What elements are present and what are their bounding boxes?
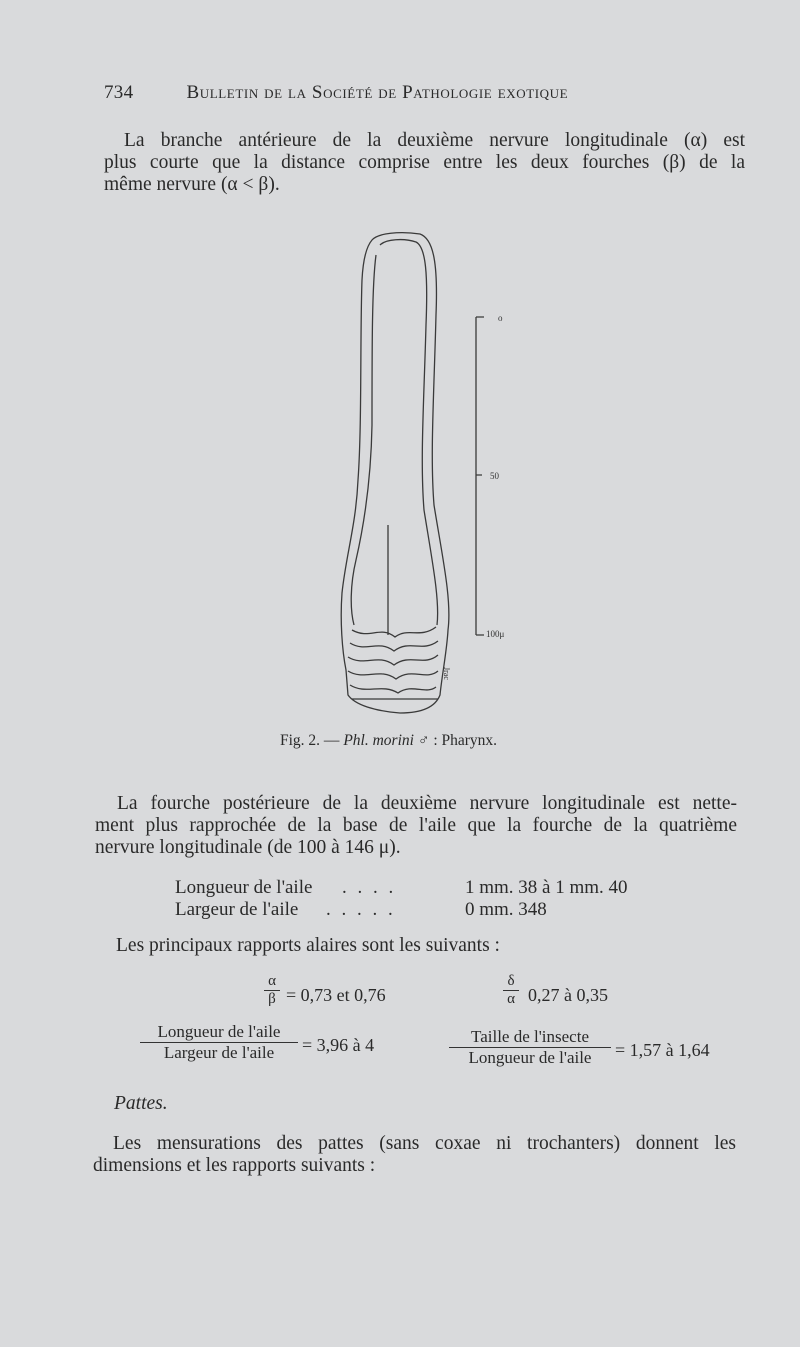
- ratio-numerator: α: [268, 973, 276, 989]
- text-line: ment plus rapprochée de la base de l'aile que la fourche de la quatrième: [95, 815, 737, 836]
- text-line: plus courte que la distance comprise entre les deux fourches (β) de la: [104, 152, 745, 173]
- pharynx-outline: [341, 233, 449, 713]
- ratio-length-width: [140, 1022, 298, 1063]
- measurement-dots: . . . . .: [326, 899, 396, 920]
- caption-suffix: ♂ : Pharynx.: [413, 732, 498, 749]
- scale-label-0: o: [498, 313, 503, 323]
- caption-species: Phl. morini: [343, 732, 414, 749]
- pharynx-ridges: [350, 685, 436, 693]
- text-line: Les mensurations des pattes (sans coxae ni trochanters) donnent les: [113, 1133, 736, 1154]
- paragraph-fork: [95, 793, 737, 859]
- measurement-value: 0 mm. 348: [465, 899, 547, 920]
- ratio-denominator: Largeur de l'aile: [140, 1042, 298, 1063]
- figure-side-label: Jrac: [442, 667, 451, 680]
- pharynx-ridges: [348, 671, 438, 679]
- measurement-dots: . . . .: [342, 877, 397, 898]
- scale-bar: [476, 317, 484, 635]
- ratio-value: 0,27 à 0,35: [528, 985, 608, 1005]
- text-line: même nervure (α < β).: [104, 174, 280, 195]
- figure-caption: [280, 732, 497, 750]
- measurement-label: Largeur de l'aile: [175, 899, 299, 920]
- measurement-label: Longueur de l'aile: [175, 877, 313, 898]
- ratio-denominator: α: [503, 990, 519, 1008]
- ratio-alpha-beta: [264, 973, 280, 1008]
- caption-prefix: Fig. 2. —: [280, 732, 344, 749]
- ratio-value: = 1,57 à 1,64: [615, 1040, 710, 1060]
- paragraph-wing-vein: [104, 130, 745, 196]
- pharynx-ridges: [352, 627, 436, 637]
- ratio-value: = 0,73 et 0,76: [286, 985, 386, 1005]
- text-line: La branche antérieure de la deuxième nervure longitudinale (α) est: [124, 130, 745, 151]
- page-number: 734: [104, 82, 134, 103]
- ratio-numerator: Longueur de l'aile: [157, 1022, 281, 1041]
- running-header: [104, 82, 568, 104]
- pharynx-inner-wall: [351, 255, 376, 625]
- text-line: nervure longitudinale (de 100 à 146 μ).: [95, 837, 401, 858]
- ratio-delta-alpha: [503, 973, 519, 1008]
- pharynx-ridges: [350, 641, 438, 651]
- scale-label-100: 100μ: [486, 629, 505, 639]
- ratio-denominator: Longueur de l'aile: [449, 1047, 611, 1068]
- paragraph-legs: [93, 1133, 736, 1177]
- journal-title: Bulletin de la Société de Pathologie exotique: [186, 82, 569, 103]
- ratio-denominator: β: [264, 990, 280, 1008]
- ratios-intro: Les principaux rapports alaires sont les suivants :: [116, 935, 500, 956]
- ratio-size-length: [449, 1027, 611, 1068]
- section-title: Pattes.: [114, 1093, 168, 1114]
- text-line: dimensions et les rapports suivants :: [93, 1155, 376, 1176]
- ratio-numerator: δ: [507, 973, 515, 989]
- scale-label-50: 50: [490, 471, 499, 481]
- pharynx-ridges: [348, 655, 438, 665]
- text-line: La fourche postérieure de la deuxième nervure longitudinale est nette-: [117, 793, 737, 814]
- ratio-value: = 3,96 à 4: [302, 1035, 375, 1055]
- pharynx-figure: [300, 225, 560, 720]
- ratio-numerator: Taille de l'insecte: [471, 1027, 589, 1046]
- measurement-value: 1 mm. 38 à 1 mm. 40: [465, 877, 628, 898]
